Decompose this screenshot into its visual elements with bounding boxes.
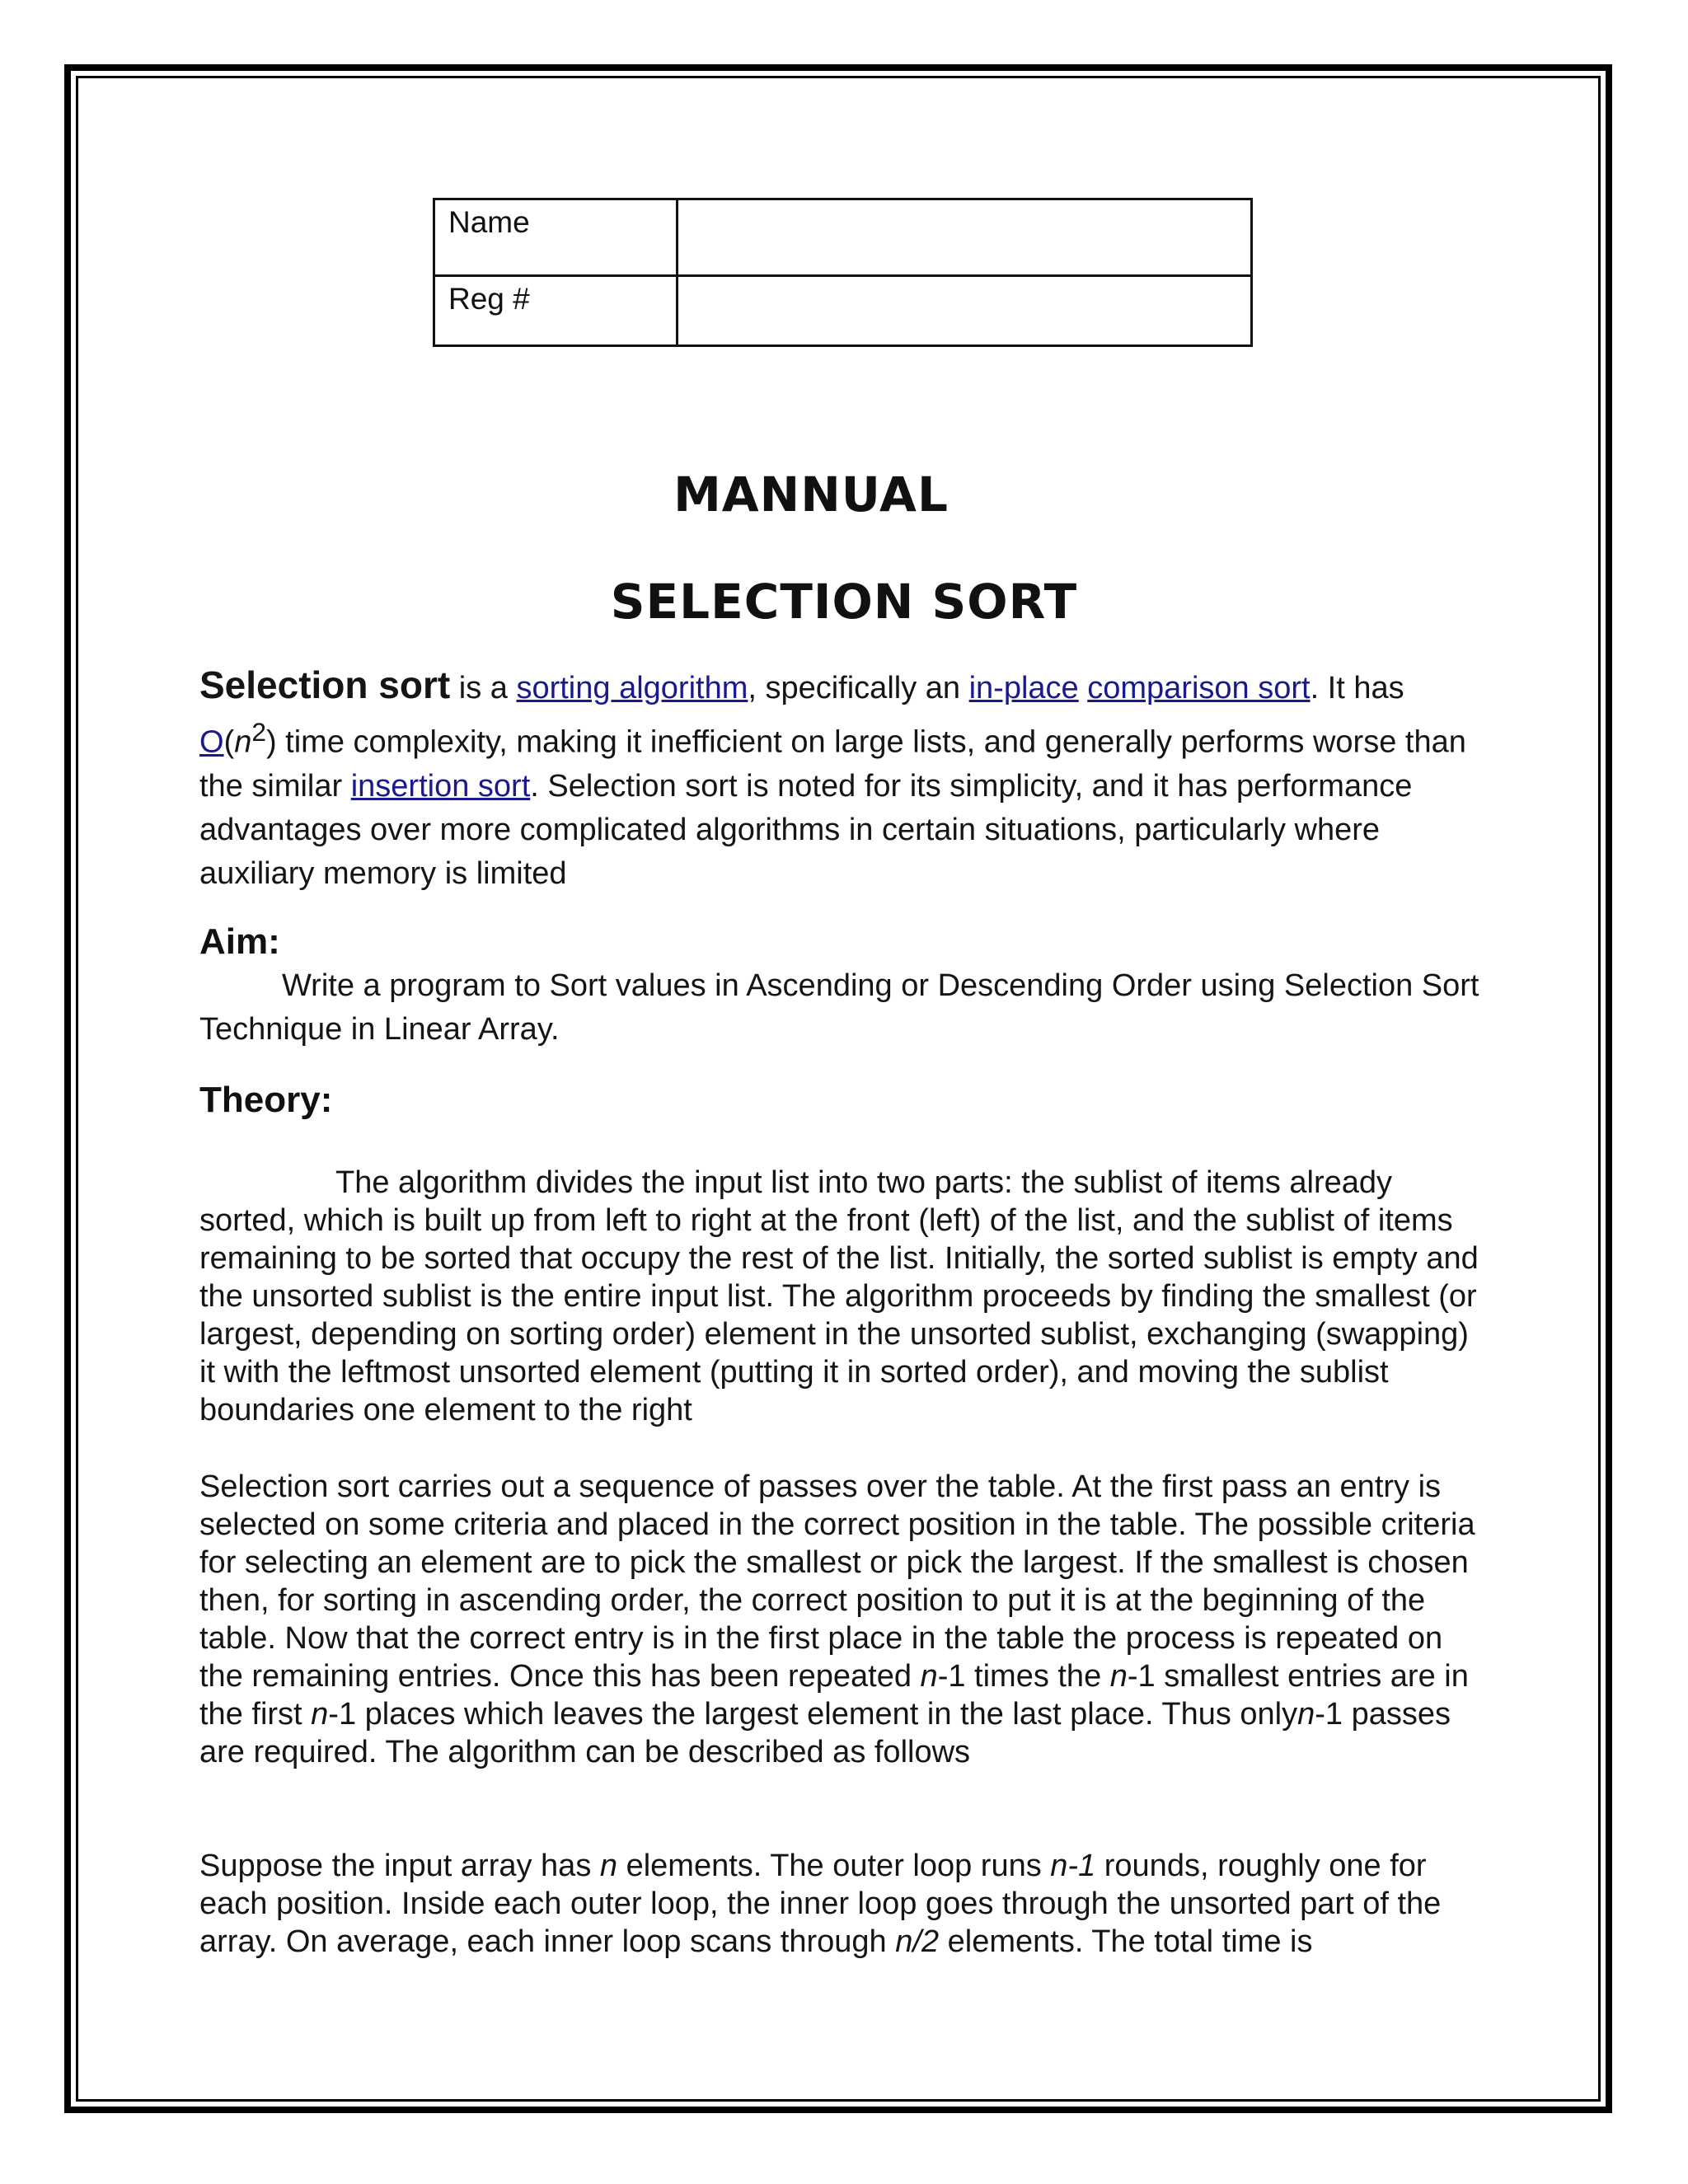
theory-p2-text: -1 times the [937, 1659, 1110, 1694]
link-insertion-sort[interactable]: insertion sort [350, 768, 531, 804]
theory-p2-n: n [311, 1697, 329, 1732]
intro-n: n [234, 724, 252, 760]
intro-text: . It has [1310, 671, 1404, 705]
intro-sup: 2 [251, 717, 266, 747]
document-title: MANNUAL [673, 466, 949, 523]
intro-paragraph [199, 663, 1485, 896]
theory-p1-body: The algorithm divides the input list into two parts: the sublist of items already sorted, which is built up from left to right at the front (left) of the list, and the sublist of items remaining to be sorted that occupy the rest of the list. Initially, the sorted sublist is empty and the unsorted sublist is the entire input list. The algorithm proceeds by finding the smallest (or largest, depending on sorting order) element in the unsorted sublist, exchanging (swapping) it with the leftmost unsorted element (putting it in sorted order), and moving the sublist boundaries one element to the right [199, 1165, 1479, 1427]
intro-text: ) time complexity, making it inefficient on large lists, and generally performs worse than the similar [199, 724, 1466, 804]
document-subtitle: SELECTION SORT [610, 574, 1078, 630]
aim-body: Write a program to Sort values in Ascending or Descending Order using Selection Sort Technique in Linear Array. [199, 968, 1479, 1047]
aim-text [199, 964, 1485, 1052]
reg-label: Reg # [434, 276, 678, 346]
name-value-cell[interactable] [678, 199, 1252, 276]
intro-text: . Selection sort is noted for its simplicity, and it has performance advantages over more complicated algorithms in certain situations, particularly where auxiliary memory is limited [199, 768, 1413, 891]
intro-text: is a [450, 671, 517, 705]
intro-text: , specifically an [748, 671, 969, 705]
theory-p3-n: n [599, 1849, 618, 1883]
theory-p2-n: n [1109, 1659, 1128, 1694]
theory-p3-text: elements. The total time is [939, 1924, 1313, 1959]
name-label: Name [434, 199, 678, 276]
link-big-o[interactable]: O [199, 724, 224, 760]
intro-text: ( [223, 724, 235, 760]
intro-text [1079, 671, 1088, 705]
theory-p2-n: n [920, 1659, 938, 1694]
theory-p2-text: -1 passes are required. The algorithm can be described as follows [199, 1697, 1451, 1769]
link-comparison-sort[interactable]: comparison sort [1087, 671, 1311, 705]
aim-heading: Aim: [199, 921, 280, 962]
theory-p3-text: elements. The outer loop runs [617, 1849, 1051, 1883]
theory-p2-text: Selection sort carries out a sequence of passes over the table. At the first pass an entry is selected on some criteria and placed in the correct position in the table. The possible criteria for selecting an element are to pick the smallest or pick the largest. If the smallest is chosen then, for sorting in ascending order, the correct position to put it is at the beginning of the table. Now that the correct entry is in the first place in the table the process is repeated on the remaining entries. Once this has been repeated [199, 1469, 1475, 1694]
link-in-place[interactable]: in-place [968, 671, 1079, 705]
theory-p3-n: n-1 [1050, 1849, 1096, 1883]
theory-p3-text: Suppose the input array has [199, 1849, 600, 1883]
theory-paragraph-1 [199, 1164, 1485, 1429]
theory-p2-text: -1 smallest entries are in the first [199, 1659, 1469, 1732]
link-sorting-algorithm[interactable]: sorting algorithm [516, 671, 748, 705]
reg-value-cell[interactable] [678, 276, 1252, 346]
student-info-table [433, 198, 1253, 347]
table-row [434, 276, 1252, 346]
table-row [434, 199, 1252, 276]
theory-paragraph-3 [199, 1847, 1485, 1961]
theory-p3-text: rounds, roughly one for each position. Inside each outer loop, the inner loop goes through the unsorted part of the array. On average, each inner loop scans through [199, 1849, 1442, 1959]
theory-heading: Theory: [199, 1080, 333, 1120]
theory-p2-n: n [1297, 1697, 1315, 1732]
theory-p2-text: -1 places which leaves the largest element in the last place. Thus only [328, 1697, 1298, 1732]
theory-paragraph-2 [199, 1468, 1485, 1771]
theory-p3-n: n/2 [895, 1924, 940, 1959]
intro-lead: Selection sort [199, 663, 451, 706]
